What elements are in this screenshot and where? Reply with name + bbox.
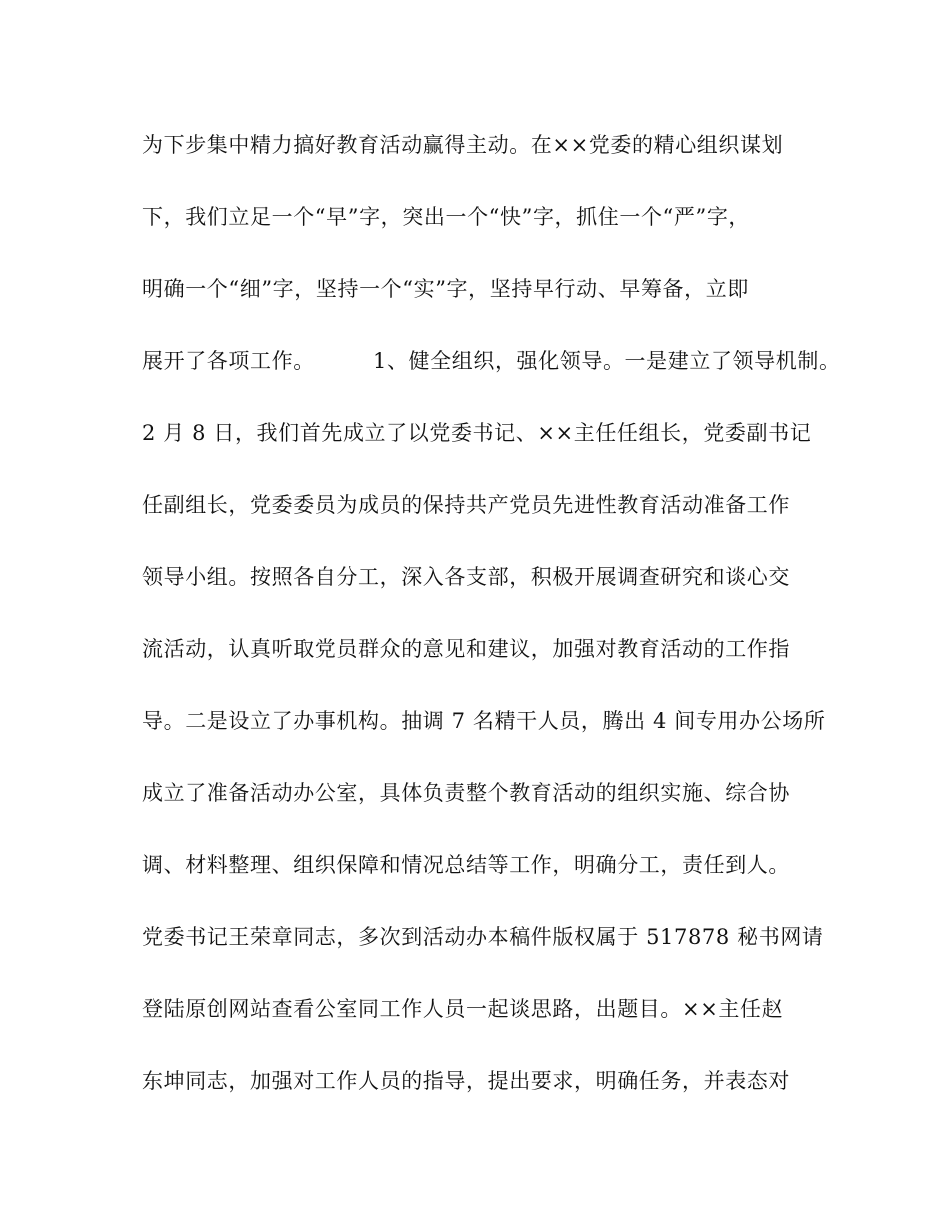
text-line: 明确一个“细”字，坚持一个“实”字，坚持早行动、早筹备，立即: [142, 277, 749, 301]
text-line: 成立了准备活动办公室，具体负责整个教育活动的组织实施、综合协: [142, 781, 790, 805]
text-line: 任副组长，党委委员为成员的保持共产党员先进性教育活动准备工作: [142, 493, 790, 517]
text-line: 领导小组。按照各自分工，深入各支部，积极开展调查研究和谈心交: [142, 565, 790, 589]
text-line: 为下步集中精力搞好教育活动赢得主动。在××党委的精心组织谋划: [142, 133, 784, 157]
text-line: 党委书记王荣章同志，多次到活动办本稿件版权属于 517878 秘书网请: [142, 925, 824, 949]
text-line: 调、材料整理、组织保障和情况总结等工作，明确分工，责任到人。: [142, 853, 790, 877]
text-line: 下，我们立足一个“早”字，突出一个“快”字，抓住一个“严”字，: [142, 205, 751, 229]
text-line: 展开了各项工作。 1、健全组织，强化领导。一是建立了领导机制。: [142, 349, 841, 373]
text-line: 2 月 8 日，我们首先成立了以党委书记、××主任任组长，党委副书记: [142, 421, 812, 445]
text-line: 登陆原创网站查看公室同工作人员一起谈思路，出题目。××主任赵: [142, 997, 784, 1021]
text-line: 流活动，认真听取党员群众的意见和建议，加强对教育活动的工作指: [142, 637, 790, 661]
text-line: 导。二是设立了办事机构。抽调 7 名精干人员，腾出 4 间专用办公场所: [142, 709, 826, 733]
text-line: 东坤同志，加强对工作人员的指导，提出要求，明确任务，并表态对: [142, 1069, 790, 1093]
